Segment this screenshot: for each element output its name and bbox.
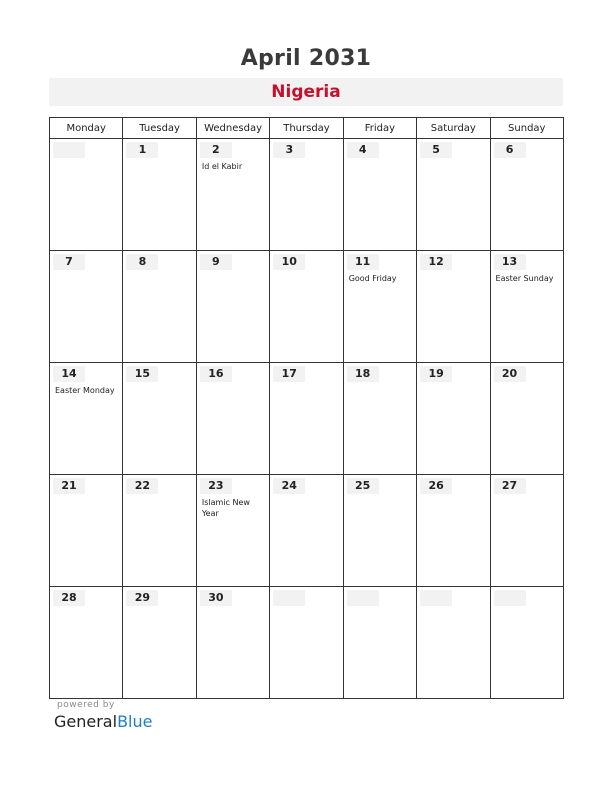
holiday-label: Easter Sunday (495, 274, 554, 283)
calendar-week-row (50, 363, 564, 475)
calendar-title: April 2031 (240, 46, 372, 71)
empty-day-marker (494, 590, 526, 606)
day-number: 23 (200, 478, 232, 494)
calendar-day-cell (490, 363, 563, 475)
calendar-day-cell (196, 251, 269, 363)
calendar-day-cell (123, 251, 196, 363)
day-number: 29 (126, 590, 158, 606)
calendar-week-row (50, 139, 564, 251)
day-number: 11 (347, 254, 379, 270)
calendar-day-cell (343, 251, 416, 363)
powered-by-label: powered by (57, 700, 115, 710)
day-number: 12 (420, 254, 452, 270)
empty-day-marker (53, 142, 85, 158)
day-number: 1 (126, 142, 158, 158)
day-number: 18 (347, 366, 379, 382)
calendar-day-cell (123, 587, 196, 699)
day-number: 13 (494, 254, 526, 270)
calendar-day-cell (196, 139, 269, 251)
calendar-day-cell (417, 475, 490, 587)
weekday-header: Sunday (490, 118, 563, 139)
calendar-day-cell (417, 139, 490, 251)
calendar-day-cell (196, 587, 269, 699)
calendar-day-cell (343, 363, 416, 475)
brand-logo (54, 712, 152, 731)
calendar-day-cell (343, 475, 416, 587)
brand-text-general: General (54, 712, 118, 731)
day-number: 10 (273, 254, 305, 270)
calendar-day-cell (417, 251, 490, 363)
calendar-day-cell (270, 475, 343, 587)
calendar-day-cell (490, 251, 563, 363)
day-number: 27 (494, 478, 526, 494)
calendar-day-cell (196, 475, 269, 587)
day-number: 14 (53, 366, 85, 382)
holiday-label: Islamic New Year (201, 498, 250, 518)
day-number: 22 (126, 478, 158, 494)
day-number: 21 (53, 478, 85, 494)
day-number: 2 (200, 142, 232, 158)
calendar-week-row (50, 587, 564, 699)
calendar-grid (49, 117, 564, 699)
day-number: 9 (200, 254, 232, 270)
day-number: 28 (53, 590, 85, 606)
day-number: 8 (126, 254, 158, 270)
day-number: 15 (126, 366, 158, 382)
holiday-label: Id el Kabir (201, 162, 243, 171)
calendar-day-cell (490, 587, 563, 699)
calendar-week-row (50, 475, 564, 587)
calendar-day-cell (50, 363, 123, 475)
calendar-day-cell (490, 475, 563, 587)
day-number: 24 (273, 478, 305, 494)
day-number: 17 (273, 366, 305, 382)
calendar-day-cell (417, 363, 490, 475)
calendar-day-cell (270, 251, 343, 363)
calendar-day-cell (50, 587, 123, 699)
empty-day-marker (347, 590, 379, 606)
weekday-header: Monday (50, 118, 123, 139)
calendar-day-cell (343, 139, 416, 251)
calendar-day-cell (123, 475, 196, 587)
holiday-label: Easter Monday (55, 386, 115, 395)
weekday-header: Wednesday (196, 118, 269, 139)
brand-text-blue: Blue (117, 712, 153, 731)
calendar-day-cell (50, 475, 123, 587)
day-number: 3 (273, 142, 305, 158)
day-number: 7 (53, 254, 85, 270)
calendar-day-cell (123, 363, 196, 475)
calendar-day-cell (343, 587, 416, 699)
weekday-header: Thursday (270, 118, 343, 139)
calendar-day-cell (270, 587, 343, 699)
calendar-day-cell (417, 587, 490, 699)
day-number: 19 (420, 366, 452, 382)
weekday-header-row (50, 118, 564, 139)
calendar-day-cell (490, 139, 563, 251)
day-number: 5 (420, 142, 452, 158)
weekday-header: Friday (343, 118, 416, 139)
day-number: 6 (494, 142, 526, 158)
day-number: 25 (347, 478, 379, 494)
day-number: 4 (347, 142, 379, 158)
weekday-header: Saturday (417, 118, 490, 139)
calendar-day-cell (50, 139, 123, 251)
country-name: Nigeria (271, 82, 341, 102)
weekday-header: Tuesday (123, 118, 196, 139)
holiday-label: Good Friday (348, 274, 397, 283)
day-number: 20 (494, 366, 526, 382)
empty-day-marker (273, 590, 305, 606)
empty-day-marker (420, 590, 452, 606)
calendar-day-cell (196, 363, 269, 475)
calendar-day-cell (270, 139, 343, 251)
calendar-week-row (50, 251, 564, 363)
calendar-day-cell (270, 363, 343, 475)
day-number: 30 (200, 590, 232, 606)
day-number: 26 (420, 478, 452, 494)
day-number: 16 (200, 366, 232, 382)
calendar-day-cell (123, 139, 196, 251)
calendar-day-cell (50, 251, 123, 363)
country-banner (49, 78, 563, 106)
